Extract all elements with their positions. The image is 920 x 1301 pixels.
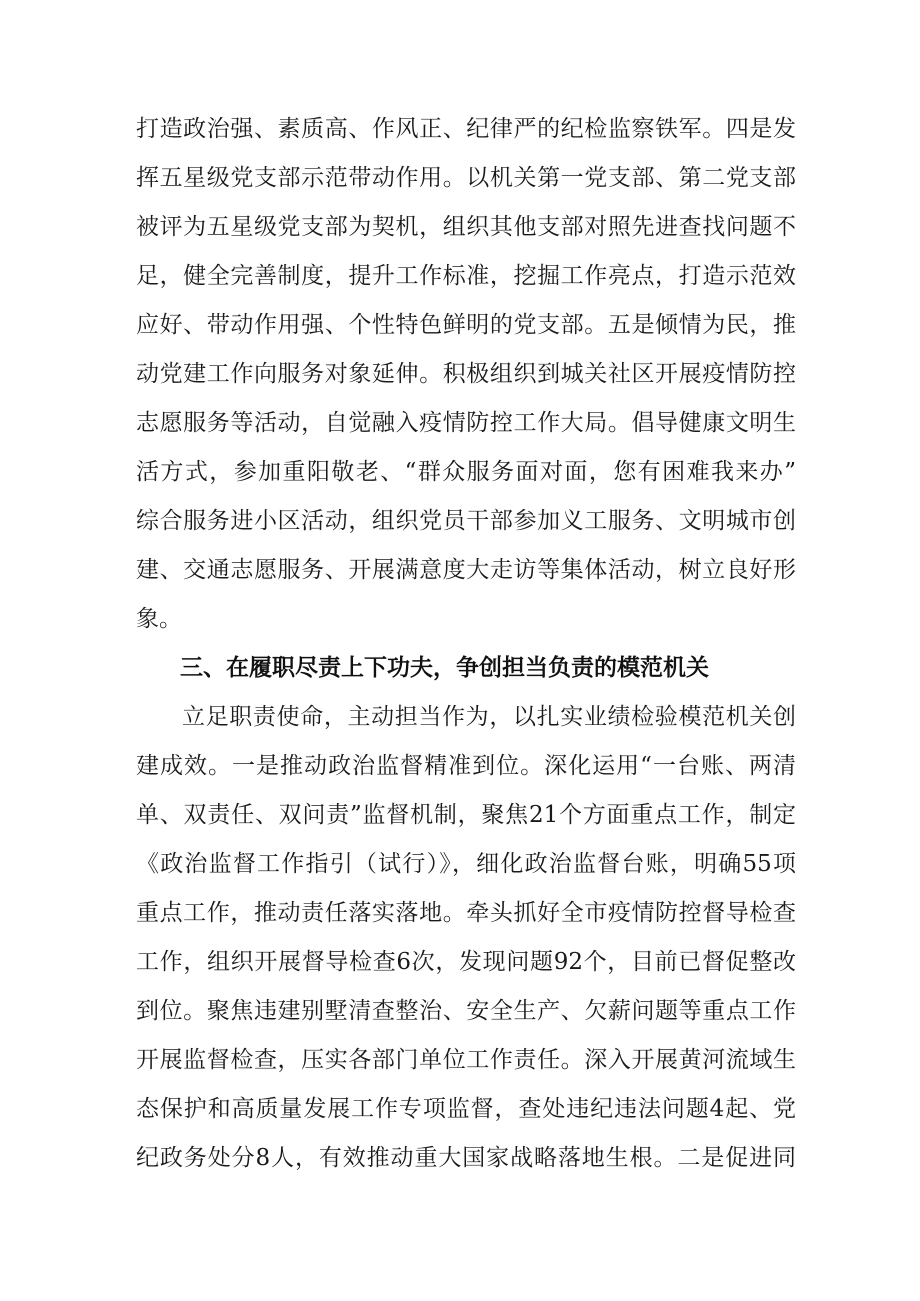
body-text-line: 开展监督检查，压实各部门单位工作责任。深入开展黄河流域生	[136, 1047, 796, 1073]
body-text-line: 象。	[136, 606, 182, 632]
body-text-line: 态保护和高质量发展工作专项监督，查处违纪违法问题4起、党	[136, 1096, 796, 1122]
body-text-line: 单、双责任、双问责”监督机制，聚焦21个方面重点工作，制定	[136, 802, 796, 828]
body-text-line: 挥五星级党支部示范带动作用。以机关第一党支部、第二党支部	[136, 165, 796, 191]
body-text-line: 足，健全完善制度，提升工作标准，挖掘工作亮点，打造示范效	[136, 263, 796, 289]
body-text-line: 立足职责使命，主动担当作为，以扎实业绩检验模范机关创	[182, 704, 796, 730]
body-text-line: 应好、带动作用强、个性特色鲜明的党支部。五是倾情为民，推	[136, 312, 796, 338]
body-text-line: 《政治监督工作指引（试行）》，细化政治监督台账，明确55项	[136, 851, 796, 877]
section-heading: 三、在履职尽责上下功夫，争创担当负责的模范机关	[180, 655, 709, 681]
body-text-line: 被评为五星级党支部为契机，组织其他支部对照先进查找问题不	[136, 214, 796, 240]
body-text-line: 工作，组织开展督导检查6次，发现问题92个，目前已督促整改	[136, 949, 796, 975]
body-text-line: 综合服务进小区活动，组织党员干部参加义工服务、文明城市创	[136, 508, 796, 534]
body-text-line: 活方式，参加重阳敬老、“群众服务面对面，您有困难我来办”	[136, 459, 796, 485]
body-text-line: 建成效。一是推动政治监督精准到位。深化运用“一台账、两清	[136, 753, 796, 779]
body-text-line: 志愿服务等活动，自觉融入疫情防控工作大局。倡导健康文明生	[136, 410, 796, 436]
body-text-line: 重点工作，推动责任落实落地。牵头抓好全市疫情防控督导检查	[136, 900, 796, 926]
body-text-line: 建、交通志愿服务、开展满意度大走访等集体活动，树立良好形	[136, 557, 796, 583]
body-text-line: 打造政治强、素质高、作风正、纪律严的纪检监察铁军。四是发	[136, 116, 796, 142]
body-text-line: 纪政务处分8人，有效推动重大国家战略落地生根。二是促进同	[136, 1145, 796, 1171]
body-text-line: 到位。聚焦违建别墅清查整治、安全生产、欠薪问题等重点工作	[136, 998, 796, 1024]
body-text-line: 动党建工作向服务对象延伸。积极组织到城关社区开展疫情防控	[136, 361, 796, 387]
